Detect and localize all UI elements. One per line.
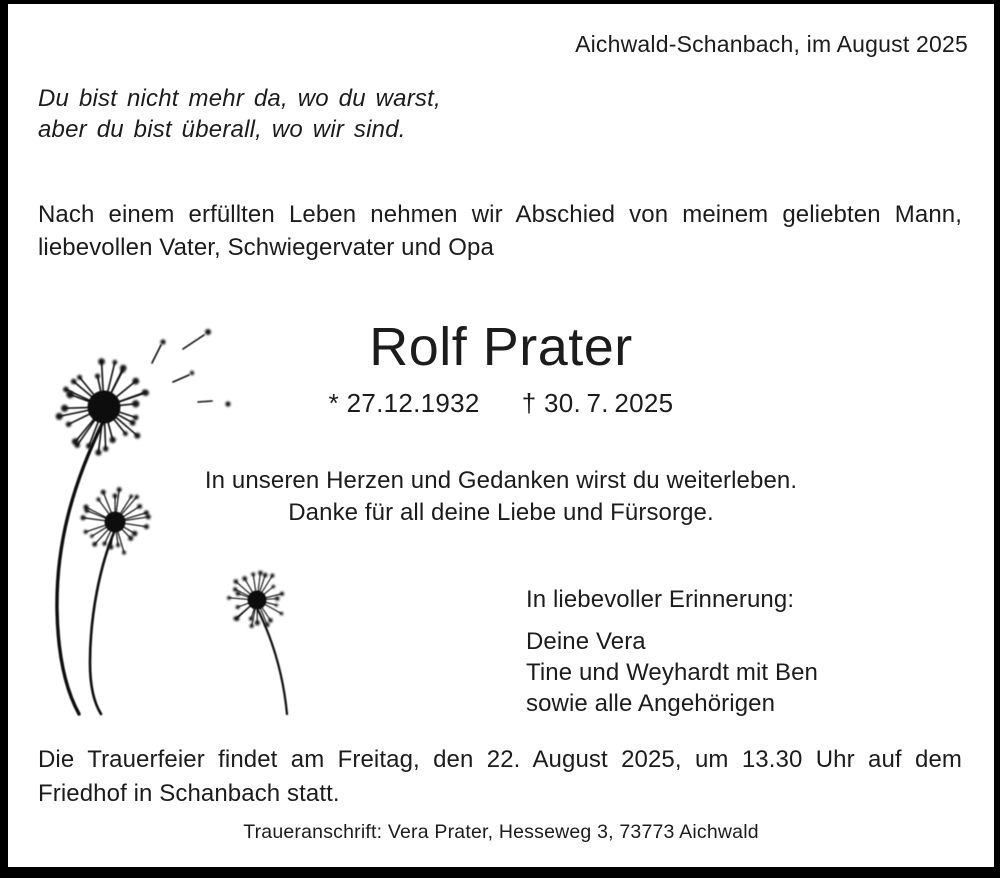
mourner-line: Tine und Weyhardt mit Ben bbox=[526, 659, 818, 686]
deceased-block bbox=[8, 316, 994, 419]
epigraph bbox=[38, 83, 441, 145]
epigraph-line-1: Du bist nicht mehr da, wo du warst, bbox=[38, 85, 441, 112]
mourner-line: Deine Vera bbox=[526, 628, 646, 655]
epigraph-line-2: aber du bist überall, wo wir sind. bbox=[38, 116, 406, 143]
life-dates bbox=[8, 388, 994, 419]
deceased-name: Rolf Prater bbox=[369, 317, 633, 377]
mourner-line: sowie alle Angehörigen bbox=[526, 690, 776, 717]
funeral-info: Die Trauerfeier findet am Freitag, den 22. August 2025, um 13.30 Uhr auf dem Friedhof in Schanbach statt. bbox=[38, 746, 962, 807]
mourning-address: Traueranschrift: Vera Prater, Hesseweg 3, 73773 Aichwald bbox=[243, 821, 759, 843]
tribute-line-1: In unseren Herzen und Gedanken wirst du weiterleben. bbox=[204, 467, 798, 494]
death-date: † 30. 7. 2025 bbox=[521, 388, 674, 418]
obituary-page bbox=[8, 4, 994, 867]
birth-date: * 27.12.1932 bbox=[328, 388, 480, 418]
mourners bbox=[526, 584, 818, 719]
intro-paragraph: Nach einem erfüllten Leben nehmen wir Abschied von meinem geliebten Mann, liebevollen Vater, Schwiegervater und Opa bbox=[38, 201, 962, 261]
mourners-heading: In liebevoller Erinnerung: bbox=[526, 586, 795, 613]
tribute-line-2: Danke für all deine Liebe und Fürsorge. bbox=[288, 499, 714, 526]
dateline: Aichwald-Schanbach, im August 2025 bbox=[575, 31, 968, 57]
tribute bbox=[8, 465, 994, 529]
